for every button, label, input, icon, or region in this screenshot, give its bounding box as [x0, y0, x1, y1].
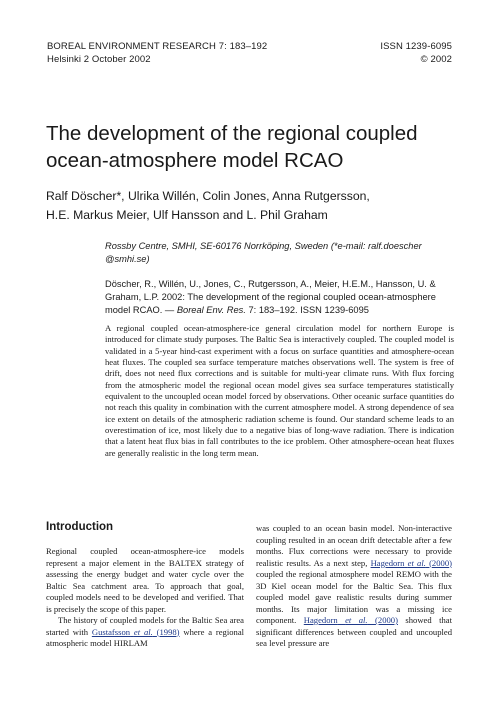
body-column-left [46, 546, 244, 650]
paper-title: The development of the regional coupled ocean-atmosphere model RCAO [46, 122, 418, 172]
journal-name: BOREAL ENVIRONMENT RESEARCH 7: 183–192 [47, 41, 268, 52]
body-column-right [256, 523, 452, 650]
author-list: Ralf Döscher*, Ulrika Willén, Colin Jones, Anna Rutgersson, H.E. Markus Meier, Ulf Hansson and L. Phil Graham [46, 189, 370, 222]
reference-link-gustafsson[interactable]: Gustafsson et al. (1998) [91, 626, 180, 637]
citation: Döscher, R., Willén, U., Jones, C., Rutgersson, A., Meier, H.E.M., Hansson, U. & Graham, L.P. 2002: The development of the regional coupled ocean-atmosphere model RCAO. — Boreal Env. Res. 7: 183–192. ISSN 1239-6095 [105, 279, 436, 315]
issn: ISSN 1239-6095 [380, 41, 452, 52]
intro-paragraph-2-continued: was coupled to an ocean basin model. Non-interactive coupling resulted in an ocean drift detectable after a few months. Flux corrections were necessary to provide realistic results. As a next step, Hagedorn et al. (2000) coupled the regional atmosphere model REMO with the 3D Kiel ocean model for the Baltic Sea. This flux coupled model gave realistic results during summer months. Its major limitation was a missing ice component. Hagedorn et al. (2000) showed that significant differences between coupled and uncoupled sea level pressure are [256, 523, 452, 648]
section-heading-introduction: Introduction [46, 521, 114, 533]
publication-date: Helsinki 2 October 2002 [47, 54, 151, 65]
intro-paragraph-1: Regional coupled ocean-atmosphere-ice models represent a major element in the BALTEX strategy of assessing the energy budget and water cycle over the Baltic Sea catchment area. To approach that goal, coupled models need to be developed and verified. That is precisely the scope of this paper. [46, 546, 244, 614]
running-header [47, 40, 452, 66]
affiliation: Rossby Centre, SMHI, SE-60176 Norrköping, Sweden (*e-mail: ralf.doescher @smhi.se) [105, 241, 422, 264]
reference-link-hagedorn-1[interactable]: Hagedorn et al. (2000) [370, 557, 452, 568]
reference-link-hagedorn-2[interactable]: Hagedorn et al. (2000) [303, 615, 398, 625]
intro-paragraph-2: The history of coupled models for the Baltic Sea area started with Gustafsson et al. (1998) where a regional atmospheric model HIRLAM [46, 615, 245, 648]
abstract: A regional coupled ocean-atmosphere-ice general circulation model for northern Europe is introduced for climate study purposes. The Baltic Sea is interactively coupled. The coupled model is validated in a 5-year hind-cast experiment with a focus on surface quantities and atmosphere-ocean heat fluxes. The coupled sea surface temperature matches observations well. The system is free of drift, does not need flux corrections and is suitable for multi-year climate runs. With flux forcing from the atmospheric model the regional ocean model gives sea surface temperatures statistically equivalent to the uncoupled ocean model forced by observations. Other oceanic surface quantities do not reach this quality in combination with the current atmosphere model. A strong dependence of sea ice extent on details of the atmospheric radiation scheme is found. Our standard scheme leads to an overestimation of ice, most likely due to a negative bias of long-wave radiation. There is indication that a latent heat flux bias in fall contributes to the ice problem. Other atmosphere-ocean heat fluxes are generally realistic in the long term mean. [105, 323, 454, 458]
copyright: © 2002 [420, 54, 452, 65]
citation-journal: Boreal Env. Res. [176, 304, 246, 315]
